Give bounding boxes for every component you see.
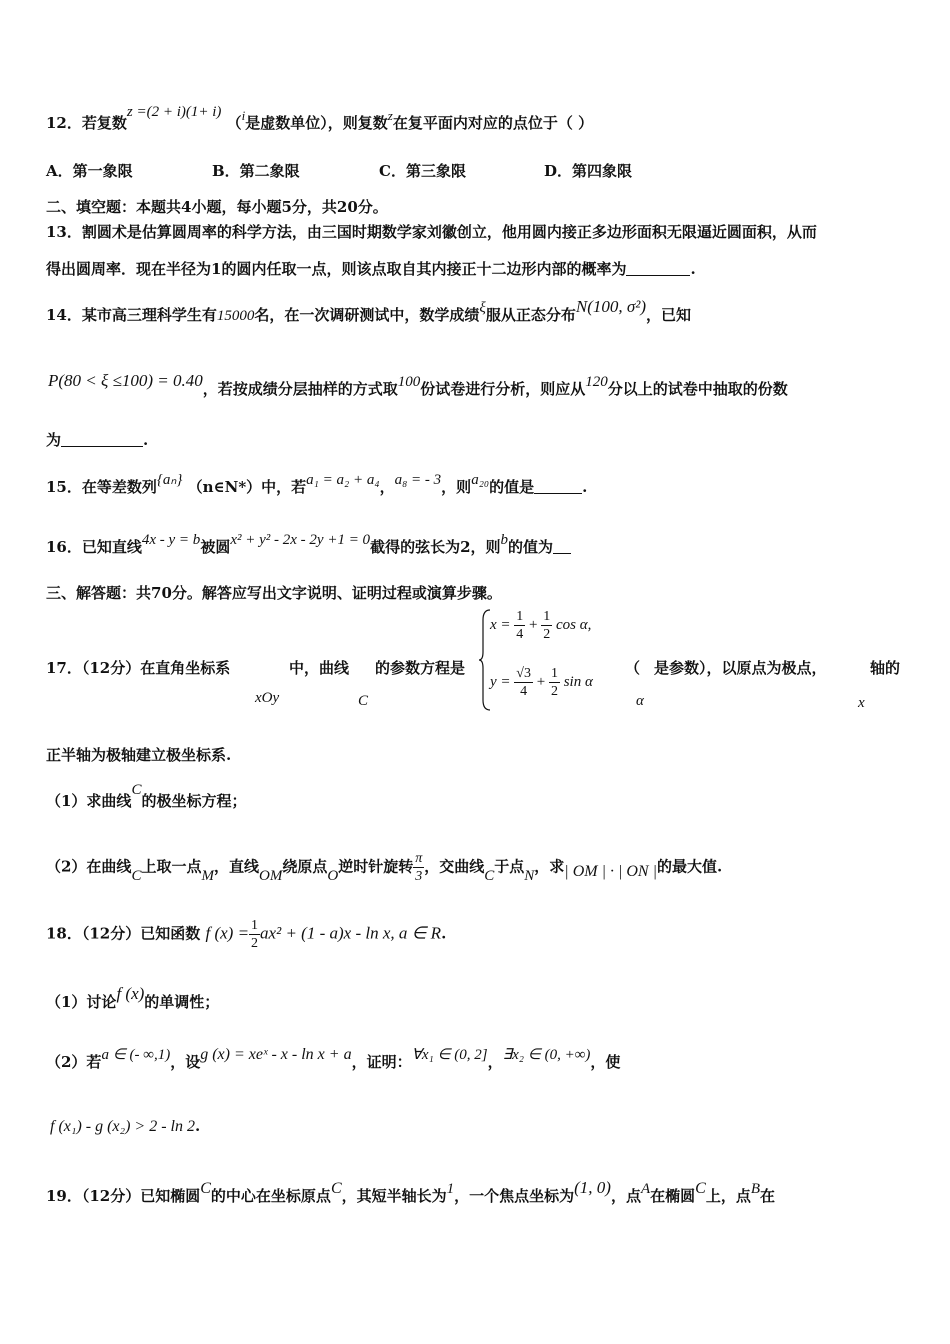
q12-label: 12．若复数 — [46, 114, 127, 132]
q17-p2-origin: O — [327, 867, 339, 884]
q17-p2-g: 于点 — [494, 857, 525, 876]
q17-p2-angle — [413, 850, 424, 885]
q19-point-a: A — [640, 1181, 651, 1197]
q17-eq2-n2: 1 — [550, 666, 558, 681]
q17-text-b: 中，曲线 — [289, 659, 350, 677]
q14-text-g: 分以上的试卷中抽取的份数 — [607, 380, 788, 398]
q18-frac-d: 2 — [251, 936, 259, 951]
q15-text-a: 15．在等差数列 — [46, 478, 157, 496]
q17-p2-b: 上取一点 — [141, 857, 202, 876]
q18-p2-forall: ∀x₁ ∈ (0, 2] — [411, 1047, 488, 1063]
q14-line-1 — [46, 297, 692, 325]
q15-end: . — [582, 478, 588, 496]
q17-text-c: 的参数方程是 — [375, 659, 466, 677]
q18-p2-inequality: f (x₁) - g (x₂) > 2 - ln 2 — [50, 1118, 195, 1135]
q14-text-e: ，若按成绩分层抽样的方式取 — [202, 380, 398, 398]
q19-text-a: 19．（12分）已知椭圆 — [46, 1187, 201, 1205]
q16-b-symbol: b — [500, 532, 509, 548]
q17-line-1 — [46, 657, 230, 678]
q17-eq2-d1: 4 — [520, 684, 528, 699]
q19-point-b: B — [750, 1181, 761, 1197]
q19-text-b: 的中心在坐标原点 — [210, 1187, 331, 1205]
q14-line-3 — [46, 429, 148, 450]
q12-option-d: D．第四象限 — [544, 162, 633, 180]
q12-i-symbol: i — [241, 108, 246, 123]
q18-p2-d: ， — [487, 1053, 503, 1071]
q17-eq1-frac-1 — [514, 608, 525, 643]
q12-tail: 在复平面内对应的点位于（ ） — [392, 114, 594, 132]
q17-text-f: 轴的 — [870, 659, 901, 677]
q17-x-axis: x — [858, 695, 865, 711]
q17-p2-om: OM — [259, 867, 283, 884]
q17-p2-e: 逆时针旋转 — [338, 857, 414, 876]
q18-end: . — [441, 924, 447, 943]
q17-eq1-plus: + — [529, 616, 538, 633]
q17-p2-pi: π — [415, 851, 423, 866]
q19-text-d: ，一个焦点坐标为 — [454, 1187, 575, 1205]
q14-number-120: 120 — [585, 374, 608, 390]
q14-text-a: 14．某市高三理科学生有 — [46, 306, 217, 324]
q17-text-a: 17．（12分）在直角坐标系 — [46, 659, 231, 677]
q16-circle-equation: x² + y² - 2x - 2y +1 = 0 — [230, 532, 371, 548]
q17-p2-curve-2: C — [484, 867, 495, 884]
q18-p2-end: . — [194, 1117, 201, 1135]
q15-text-c: ，则 — [441, 478, 472, 496]
q17-eq1-d2: 2 — [543, 627, 551, 642]
q17-curve-c: C — [358, 693, 369, 709]
q17-p2-a: （2）在曲线 — [46, 857, 132, 876]
section-2-heading: 二、填空题：本题共4小题，每小题5分，共20分。 — [46, 198, 388, 216]
q16-text-b: 被圆 — [200, 538, 231, 556]
q14-probability: P(80 < ξ ≤100) = 0.40 — [48, 371, 203, 390]
q18-p2-g: g (x) = xeˣ - x - ln x + a — [200, 1046, 352, 1063]
q17-text-e-wrap — [654, 657, 827, 678]
q17-eq2-plus: + — [536, 673, 546, 690]
q17-p1-b: 的极坐标方程； — [141, 792, 247, 810]
q17-p2-point-n: N — [524, 867, 535, 884]
q14-text-f: 份试卷进行分析，则应从 — [420, 380, 586, 398]
q18-text-a: 18．（12分）已知函数 — [46, 924, 201, 943]
q12-option-b: B．第二象限 — [212, 162, 300, 180]
q12-option-a: A．第一象限 — [46, 162, 133, 180]
q15-line — [46, 472, 588, 497]
q19-line — [46, 1178, 776, 1206]
q14-end: . — [143, 431, 149, 449]
q13-end: . — [690, 260, 696, 278]
q16-line — [46, 532, 571, 557]
q18-f-lhs: f (x) = — [205, 923, 250, 943]
q18-p1-a: （1）讨论 — [46, 993, 117, 1011]
q13-line-1: 13．割圆术是估算圆周率的科学方法，由三国时期数学家刘徽创立，他用圆内接正多边形面积无限逼近圆面积，从而 — [46, 223, 817, 241]
q17-p2-f: ，交曲线 — [424, 857, 485, 876]
q17-p1-a: （1）求曲线 — [46, 792, 132, 810]
q15-condition-1: a₁ = a₂ + a₄ — [306, 472, 380, 488]
q17-eq2-frac-1 — [514, 665, 533, 700]
q17-p2-point-m: M — [201, 867, 214, 884]
q16-answer-blank — [553, 539, 571, 554]
q14-number-15000: 15000 — [216, 308, 255, 324]
q17-text-e: 是参数），以原点为极点， — [654, 659, 827, 677]
q14-number-100: 100 — [397, 374, 421, 390]
q15-text-b: （n∈N*）中，若 — [187, 478, 307, 496]
q18-part-2-ineq — [50, 1117, 200, 1136]
q17-eq1-n1: 1 — [516, 609, 524, 624]
q17-text-c-wrap — [375, 657, 465, 678]
q16-text-a: 16．已知直线 — [46, 538, 142, 556]
q19-text-c: ，其短半轴长为 — [341, 1187, 447, 1205]
q15-sequence: {aₙ} — [156, 472, 183, 488]
q12-paren: （ — [226, 114, 242, 132]
q12-formula: z =(2 + i)(1+ i) — [126, 104, 222, 120]
q17-eq2-n1: √3 — [516, 666, 531, 681]
q17-eq1-frac-2 — [541, 608, 552, 643]
q17-part-1 — [46, 782, 247, 811]
q14-line-2 — [48, 371, 788, 399]
q15-comma: ， — [379, 478, 395, 496]
q17-eq1-tail: cos α, — [556, 616, 592, 633]
q19-text-g: 上，点 — [705, 1187, 751, 1205]
q17-p2-i: 的最大值. — [657, 857, 723, 876]
q17-eq2-lhs: y = — [490, 673, 511, 690]
q12-line — [46, 104, 594, 133]
q17-p1-curve: C — [131, 782, 142, 798]
q17-equation-1 — [490, 608, 591, 643]
q12-option-c: C．第三象限 — [379, 162, 466, 180]
q18-p2-a: （2）若 — [46, 1053, 102, 1071]
q17-p2-expression: | OM | · | ON | — [564, 862, 657, 880]
q19-text-h: 在 — [760, 1187, 776, 1205]
q14-text-d: ，已知 — [646, 306, 692, 324]
q18-p2-exists: ∃x₂ ∈ (0, +∞) — [502, 1047, 591, 1063]
q15-text-d: 的值是 — [489, 478, 535, 496]
q13-text: 得出圆周率．现在半径为1的圆内任取一点，则该点取自其内接正十二边形内部的概率为 — [46, 260, 627, 278]
q14-answer-blank — [61, 432, 143, 447]
q19-focus: (1, 0) — [574, 1178, 611, 1197]
q17-p2-d: 绕原点 — [282, 857, 328, 876]
q13-line-2 — [46, 258, 696, 279]
q14-text-b: 名，在一次调研测试中，数学成绩 — [254, 306, 480, 324]
q16-text-c: 截得的弦长为2，则 — [370, 538, 501, 556]
q12-mid: 是虚数单位），则复数 — [245, 114, 388, 132]
q18-p2-condition: a ∈ (- ∞,1) — [101, 1047, 171, 1063]
q18-part-1 — [46, 984, 220, 1012]
q17-part-2 — [46, 850, 722, 885]
q17-p2-h: ，求 — [534, 857, 565, 876]
q17-text-d: （ — [625, 659, 641, 677]
q14-normal-dist: N(100, σ²) — [575, 297, 647, 316]
q19-ellipse-c: C — [200, 1180, 211, 1197]
q19-text-f: 在椭圆 — [650, 1187, 696, 1205]
q19-c-3: C — [695, 1180, 706, 1197]
q17-eq1-d1: 4 — [516, 627, 524, 642]
q16-line-equation: 4x - y = b — [141, 532, 201, 548]
q17-p2-three: 3 — [415, 869, 423, 884]
q17-equation-2 — [490, 665, 593, 700]
q19-text-e: ，点 — [610, 1187, 641, 1205]
q15-answer-blank — [534, 479, 582, 494]
q18-part-2 — [46, 1046, 621, 1072]
q17-eq1-n2: 1 — [543, 609, 551, 624]
q14-xi: ξ — [479, 300, 486, 316]
q18-p2-e: ，使 — [590, 1053, 621, 1071]
q19-c-2: C — [330, 1180, 342, 1197]
q19-one: 1 — [446, 1181, 455, 1197]
q18-f-rhs: ax² + (1 - a)x - ln x, a ∈ R — [260, 923, 442, 943]
q17-text-b-wrap — [289, 657, 349, 678]
section-3-heading: 三、解答题：共70分。解答应写出文字说明、证明过程或演算步骤。 — [46, 584, 502, 602]
q17-text-d-wrap — [625, 657, 640, 678]
q17-line-2: 正半轴为极轴建立极坐标系. — [46, 746, 232, 764]
q17-eq2-d2: 2 — [550, 684, 558, 699]
q17-p2-c: ，直线 — [213, 857, 259, 876]
q14-text-h: 为 — [46, 431, 62, 449]
q17-eq1-lhs: x = — [490, 616, 511, 633]
q12-z-symbol: z — [387, 108, 393, 123]
q17-alpha: α — [636, 693, 644, 709]
q18-p2-c: ，证明： — [351, 1053, 412, 1071]
q16-text-d: 的值为 — [508, 538, 554, 556]
q14-text-c: 服从正态分布 — [485, 306, 576, 324]
q13-answer-blank — [626, 261, 690, 276]
q17-xoy: xOy — [255, 690, 280, 706]
q17-eq2-tail: sin α — [563, 673, 593, 690]
q15-condition-2: a₈ = - 3 — [394, 472, 442, 488]
q17-text-f-wrap — [870, 657, 900, 678]
q17-eq2-frac-2 — [549, 665, 560, 700]
q18-frac-n: 1 — [251, 918, 259, 933]
q18-line — [46, 917, 446, 952]
q18-frac — [249, 917, 260, 952]
q15-a20: a₂₀ — [471, 472, 490, 488]
q18-p1-b: 的单调性； — [144, 993, 220, 1011]
q18-p2-b: ，设 — [170, 1053, 201, 1071]
q18-p1-f: f (x) — [116, 984, 145, 1003]
q17-p2-curve: C — [131, 867, 142, 884]
